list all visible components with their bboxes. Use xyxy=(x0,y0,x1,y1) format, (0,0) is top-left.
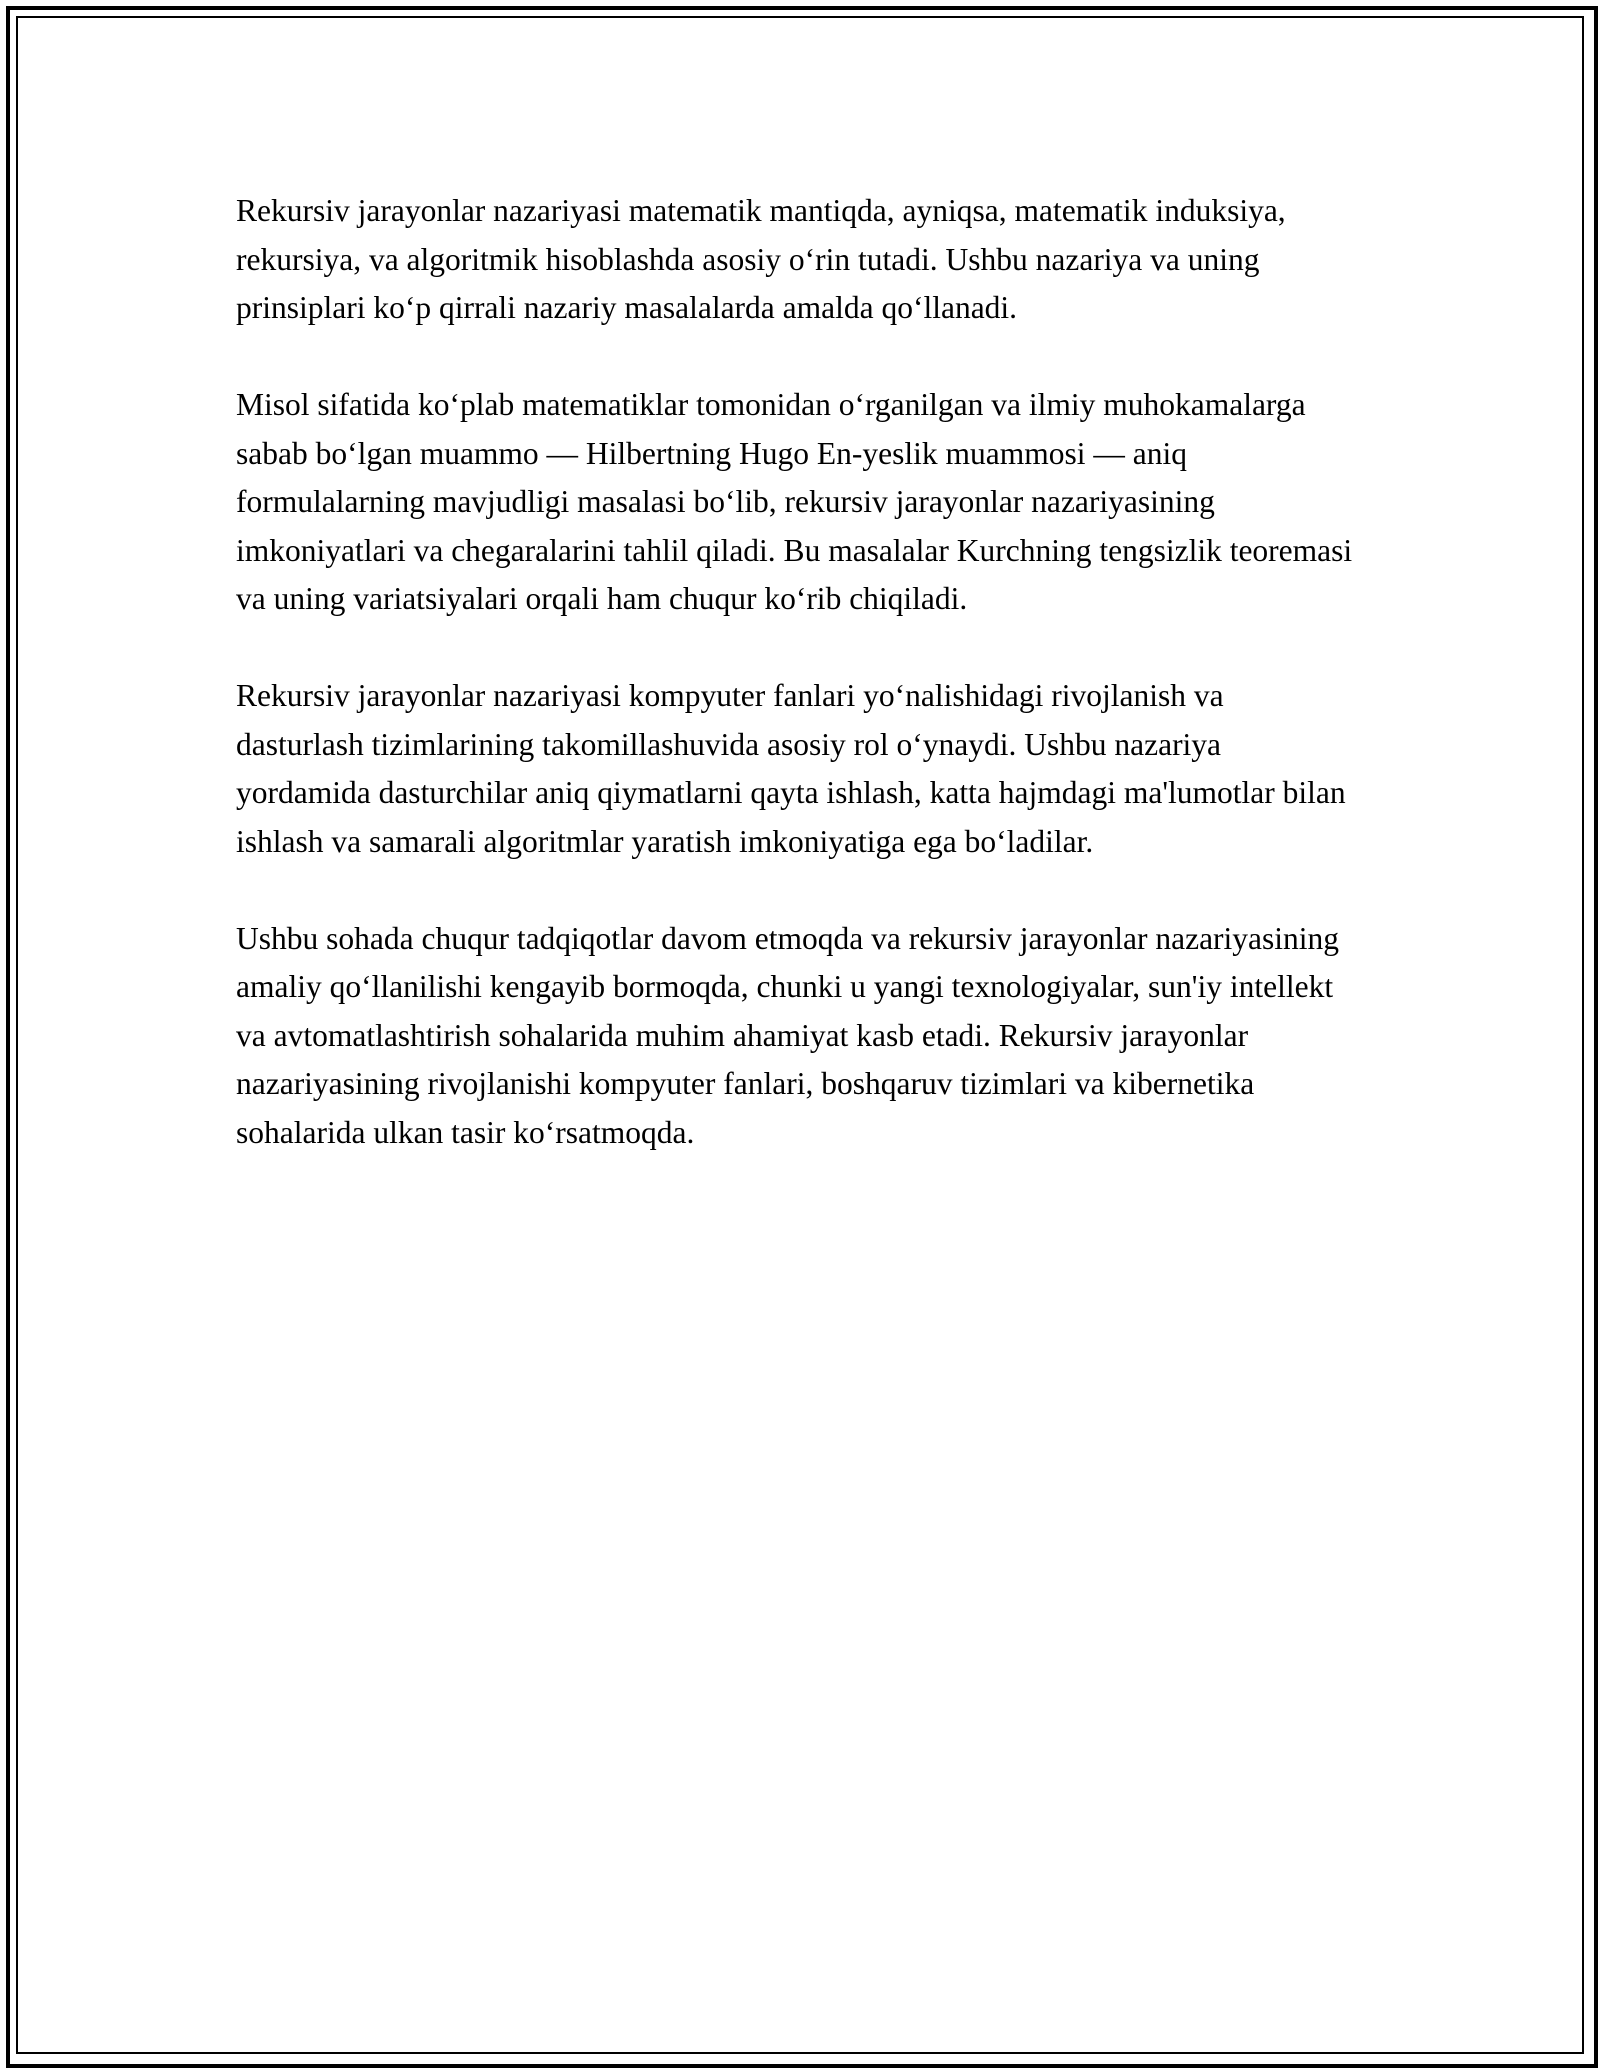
paragraph-3: Rekursiv jarayonlar nazariyasi kompyuter fanlari yoʻnalishidagi rivojlanish va dasturlash tizimlarining takomillashuvida asosiy rol oʻynaydi. Ushbu nazariya yordamida dasturchilar aniq qiymatlarni qayta ishlash, katta hajmdagi ma'lumotlar bilan ishlash va samarali algoritmlar yaratish imkoniyatiga ega boʻladilar. xyxy=(236,678,1346,859)
paragraph-1: Rekursiv jarayonlar nazariyasi matematik mantiqda, ayniqsa, matematik induksiya, rekursiya, va algoritmik hisoblashda asosiy oʻrin tutadi. Ushbu nazariya va uning prinsiplari koʻp qirrali nazariy masalalarda amalda qoʻllanadi. xyxy=(236,193,1286,325)
paragraph-4: Ushbu sohada chuqur tadqiqotlar davom etmoqda va rekursiv jarayonlar nazariyasining amaliy qoʻllanilishi kengayib bormoqda, chunki u yangi texnologiyalar, sun'iy intellekt va avtomatlashtirish sohalarida muhim ahamiyat kasb etadi. Rekursiv jarayonlar nazariyasining rivojlanishi kompyuter fanlari, boshqaruv tizimlari va kibernetika sohalarida ulkan tasir koʻrsatmoqda. xyxy=(236,920,1340,1150)
document-body xyxy=(236,187,1356,1206)
paragraph-2: Misol sifatida koʻplab matematiklar tomonidan oʻrganilgan va ilmiy muhokamalarga sabab boʻlgan muammo — Hilbertning Hugo En-yeslik muammosi — aniq formulalarning mavjudligi masalasi boʻlib, rekursiv jarayonlar nazariyasining imkoniyatlari va chegaralarini tahlil qiladi. Bu masalalar Kurchning tengsizlik teoremasi va uning variatsiyalari orqali ham chuqur koʻrib chiqiladi. xyxy=(236,387,1353,616)
